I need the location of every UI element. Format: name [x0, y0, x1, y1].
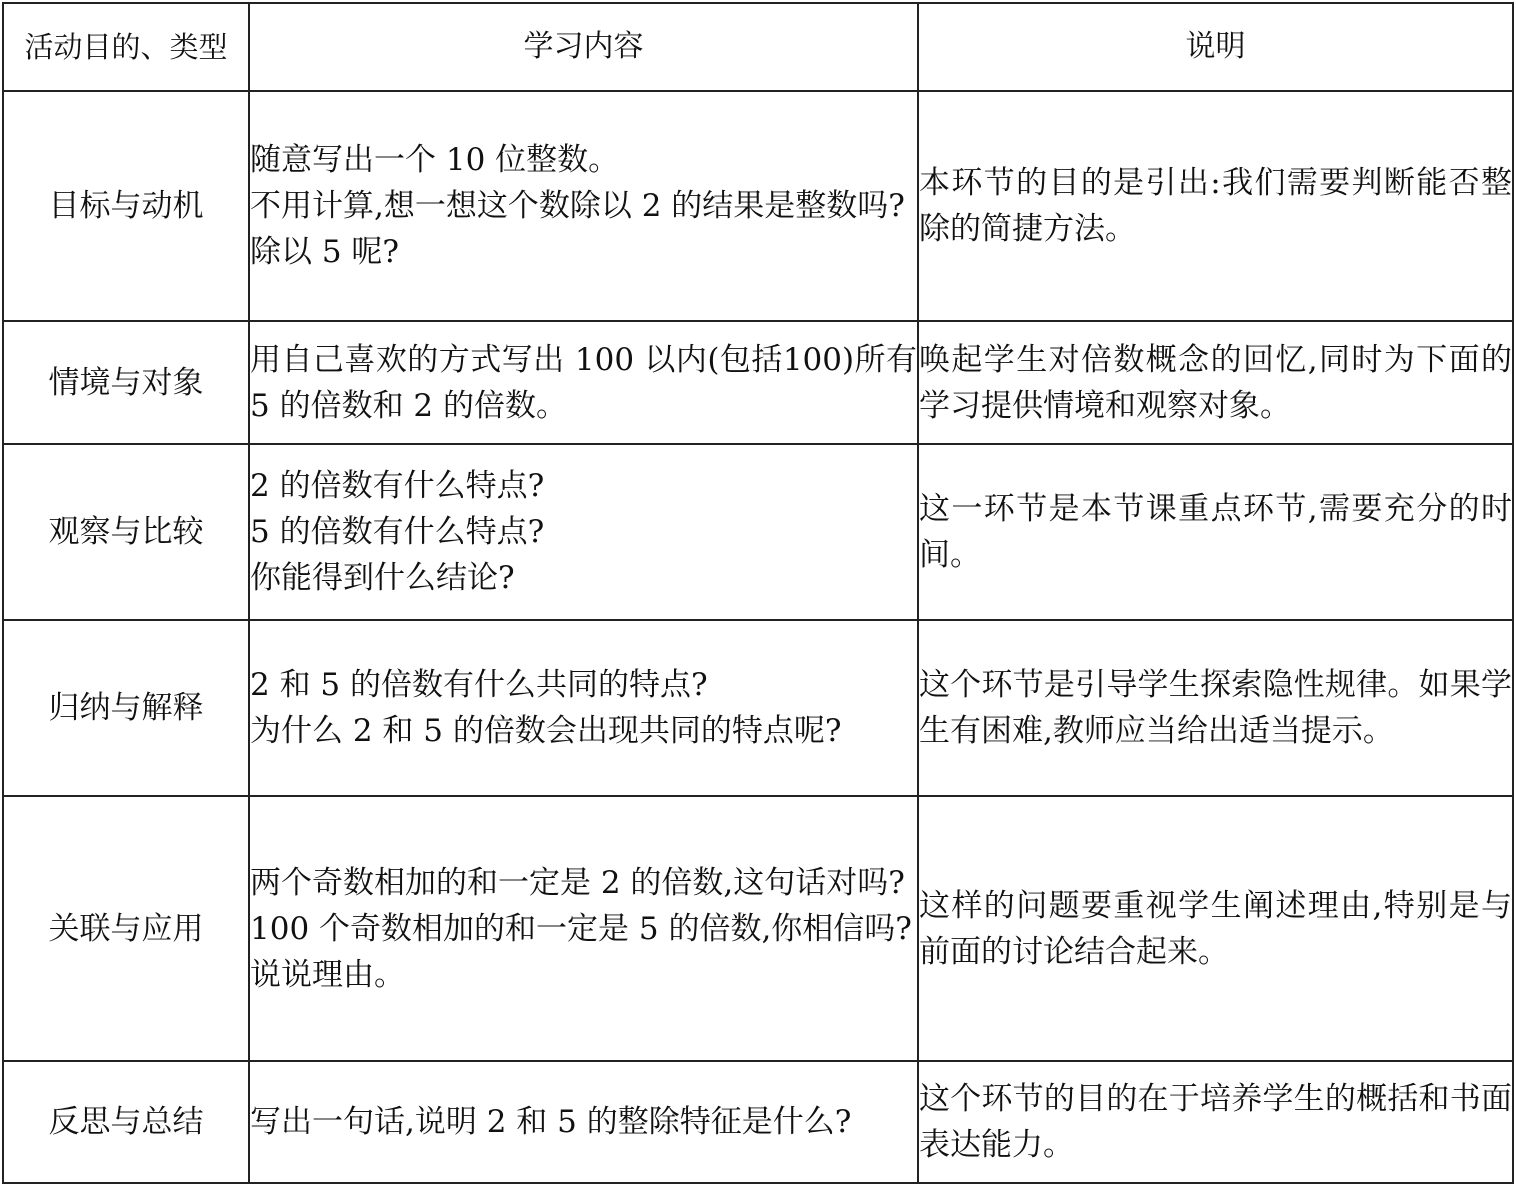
table-row: [3, 1061, 1513, 1183]
content-line: 不用计算,想一想这个数除以 2 的结果是整数吗?: [250, 188, 905, 224]
content-line: 100 个奇数相加的和一定是 5 的倍数,你相信吗?: [250, 910, 912, 947]
table-header-row: [3, 3, 1513, 91]
header-learning-content: 学习内容: [249, 3, 918, 91]
row-content: [249, 620, 918, 796]
row-content: [249, 91, 918, 321]
row-category: 归纳与解释: [3, 620, 249, 796]
table-row: [3, 620, 1513, 796]
header-activity-type: 活动目的、类型: [3, 3, 249, 91]
content-line: 5 的倍数有什么特点?: [250, 514, 545, 550]
content-line: 写出一句话,说明 2 和 5 的整除特征是什么?: [250, 1104, 852, 1140]
row-category: 情境与对象: [3, 321, 249, 444]
table-row: [3, 796, 1513, 1061]
row-content: [249, 1061, 918, 1183]
content-line: 你能得到什么结论?: [250, 560, 515, 596]
content-line: 2 和 5 的倍数有什么共同的特点?: [250, 667, 708, 703]
table-row: [3, 444, 1513, 620]
row-content: [249, 796, 918, 1061]
row-note: 唤起学生对倍数概念的回忆,同时为下面的学习提供情境和观察对象。: [918, 321, 1513, 444]
row-category: 观察与比较: [3, 444, 249, 620]
content-line: 用自己喜欢的方式写出 100 以内(包括100)所有 5 的倍数和 2 的倍数。: [250, 341, 917, 424]
row-category: 关联与应用: [3, 796, 249, 1061]
row-note: 这一环节是本节课重点环节,需要充分的时间。: [918, 444, 1513, 620]
row-category: 目标与动机: [3, 91, 249, 321]
row-note: 这样的问题要重视学生阐述理由,特别是与前面的讨论结合起来。: [918, 796, 1513, 1061]
table-row: [3, 321, 1513, 444]
content-line: 随意写出一个 10 位整数。: [250, 142, 620, 178]
lesson-activity-table: [2, 2, 1514, 1184]
row-note: 本环节的目的是引出:我们需要判断能否整除的简捷方法。: [918, 91, 1513, 321]
content-line: 为什么 2 和 5 的倍数会出现共同的特点呢?: [250, 713, 842, 749]
table-row: [3, 91, 1513, 321]
row-content: [249, 444, 918, 620]
row-note: 这个环节是引导学生探索隐性规律。如果学生有困难,教师应当给出适当提示。: [918, 620, 1513, 796]
row-content: [249, 321, 918, 444]
row-note: 这个环节的目的在于培养学生的概括和书面表达能力。: [918, 1061, 1513, 1183]
content-line: 说说理由。: [250, 956, 405, 993]
content-line: 除以 5 呢?: [250, 234, 400, 270]
content-line: 两个奇数相加的和一定是 2 的倍数,这句话对吗?: [250, 864, 905, 901]
row-category: 反思与总结: [3, 1061, 249, 1183]
header-explanation: 说明: [918, 3, 1513, 91]
content-line: 2 的倍数有什么特点?: [250, 468, 545, 504]
